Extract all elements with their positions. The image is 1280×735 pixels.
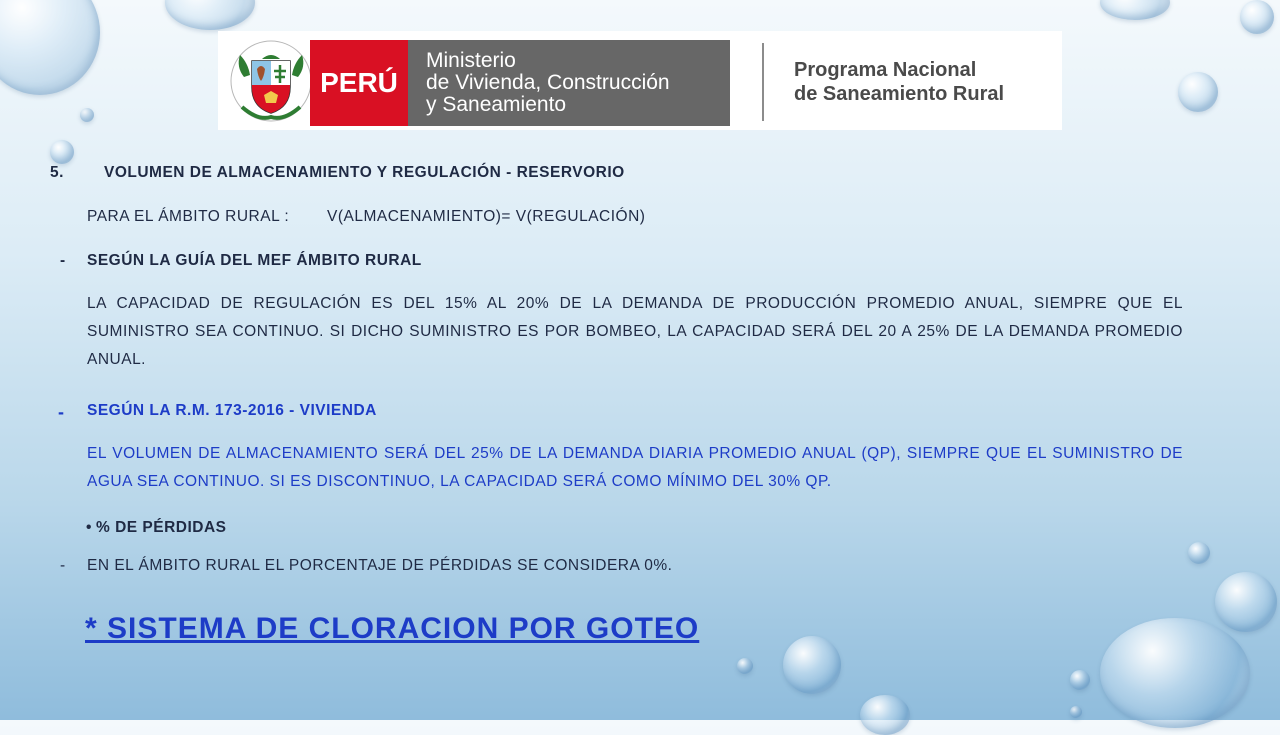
ministry-line: y Saneamiento [426, 93, 567, 116]
water-drop-decoration [1178, 72, 1218, 112]
water-drop-decoration [737, 658, 753, 674]
water-drop-decoration [1188, 542, 1210, 564]
peru-logo-box [310, 40, 408, 126]
mef-dash: - [60, 252, 66, 269]
program-name [794, 58, 1004, 106]
water-drop-decoration [80, 108, 94, 122]
losses-bullet: • [86, 519, 92, 536]
losses-heading: % DE PÉRDIDAS [96, 519, 227, 536]
peru-label: PERÚ [320, 67, 398, 98]
water-drop-decoration [50, 140, 74, 164]
water-drop-decoration [1100, 618, 1250, 728]
water-drop-decoration [860, 695, 910, 735]
section-title: VOLUMEN DE ALMACENAMIENTO Y REGULACIÓN - RESERVORIO [104, 164, 625, 181]
program-line: Programa Nacional [794, 59, 977, 81]
losses-text: EN EL ÁMBITO RURAL EL PORCENTAJE DE PÉRDIDAS SE CONSIDERA 0%. [87, 557, 673, 574]
header-banner [218, 31, 1062, 130]
water-drop-decoration [1070, 670, 1090, 690]
mef-heading: SEGÚN LA GUÍA DEL MEF ÁMBITO RURAL [87, 252, 422, 269]
rm-paragraph: EL VOLUMEN DE ALMACENAMIENTO SERÁ DEL 25% DE LA DEMANDA DIARIA PROMEDIO ANUAL (QP), SIEMPRE QUE EL SUMINISTRO DE AGUA SEA CONTINUO. SI ES DISCONTINUO, LA CAPACIDAD SERÁ COMO MÍNIMO DEL 30% QP. [87, 445, 1183, 490]
water-drop-decoration [1240, 0, 1274, 34]
water-drop-decoration [0, 0, 100, 95]
header-divider [762, 43, 764, 121]
losses-dash: - [60, 557, 66, 574]
program-line: de Saneamiento Rural [794, 83, 1005, 105]
water-drop-decoration [165, 0, 255, 30]
ministry-line: Ministerio [426, 49, 516, 72]
water-drop-decoration [1215, 572, 1277, 632]
ministry-line: de Vivienda, Construcción [426, 71, 670, 94]
section-number: 5. [50, 164, 64, 181]
water-drop-decoration [1070, 706, 1082, 718]
coat-of-arms-icon [228, 37, 314, 123]
rm-heading: SEGÚN LA R.M. 173-2016 - VIVIENDA [87, 402, 377, 419]
water-drop-decoration [1100, 0, 1170, 20]
water-drop-decoration [783, 636, 841, 694]
rural-label: PARA EL ÁMBITO RURAL : [87, 208, 290, 225]
rural-formula: V(ALMACENAMIENTO)= V(REGULACIÓN) [327, 208, 646, 225]
chlorination-system-link[interactable]: * SISTEMA DE CLORACION POR GOTEO [85, 612, 700, 645]
mef-paragraph: LA CAPACIDAD DE REGULACIÓN ES DEL 15% AL 20% DE LA DEMANDA DE PRODUCCIÓN PROMEDIO ANUAL, SIEMPRE QUE EL SUMINISTRO SEA CONTINUO. SI DICHO SUMINISTRO ES POR BOMBEO, LA CAPACIDAD SERÁ DEL 20 A 25% DE LA DEMANDA PROMEDIO ANUAL. [87, 295, 1183, 368]
ministry-logo-box [408, 40, 730, 126]
rm-dash: - [58, 402, 65, 422]
